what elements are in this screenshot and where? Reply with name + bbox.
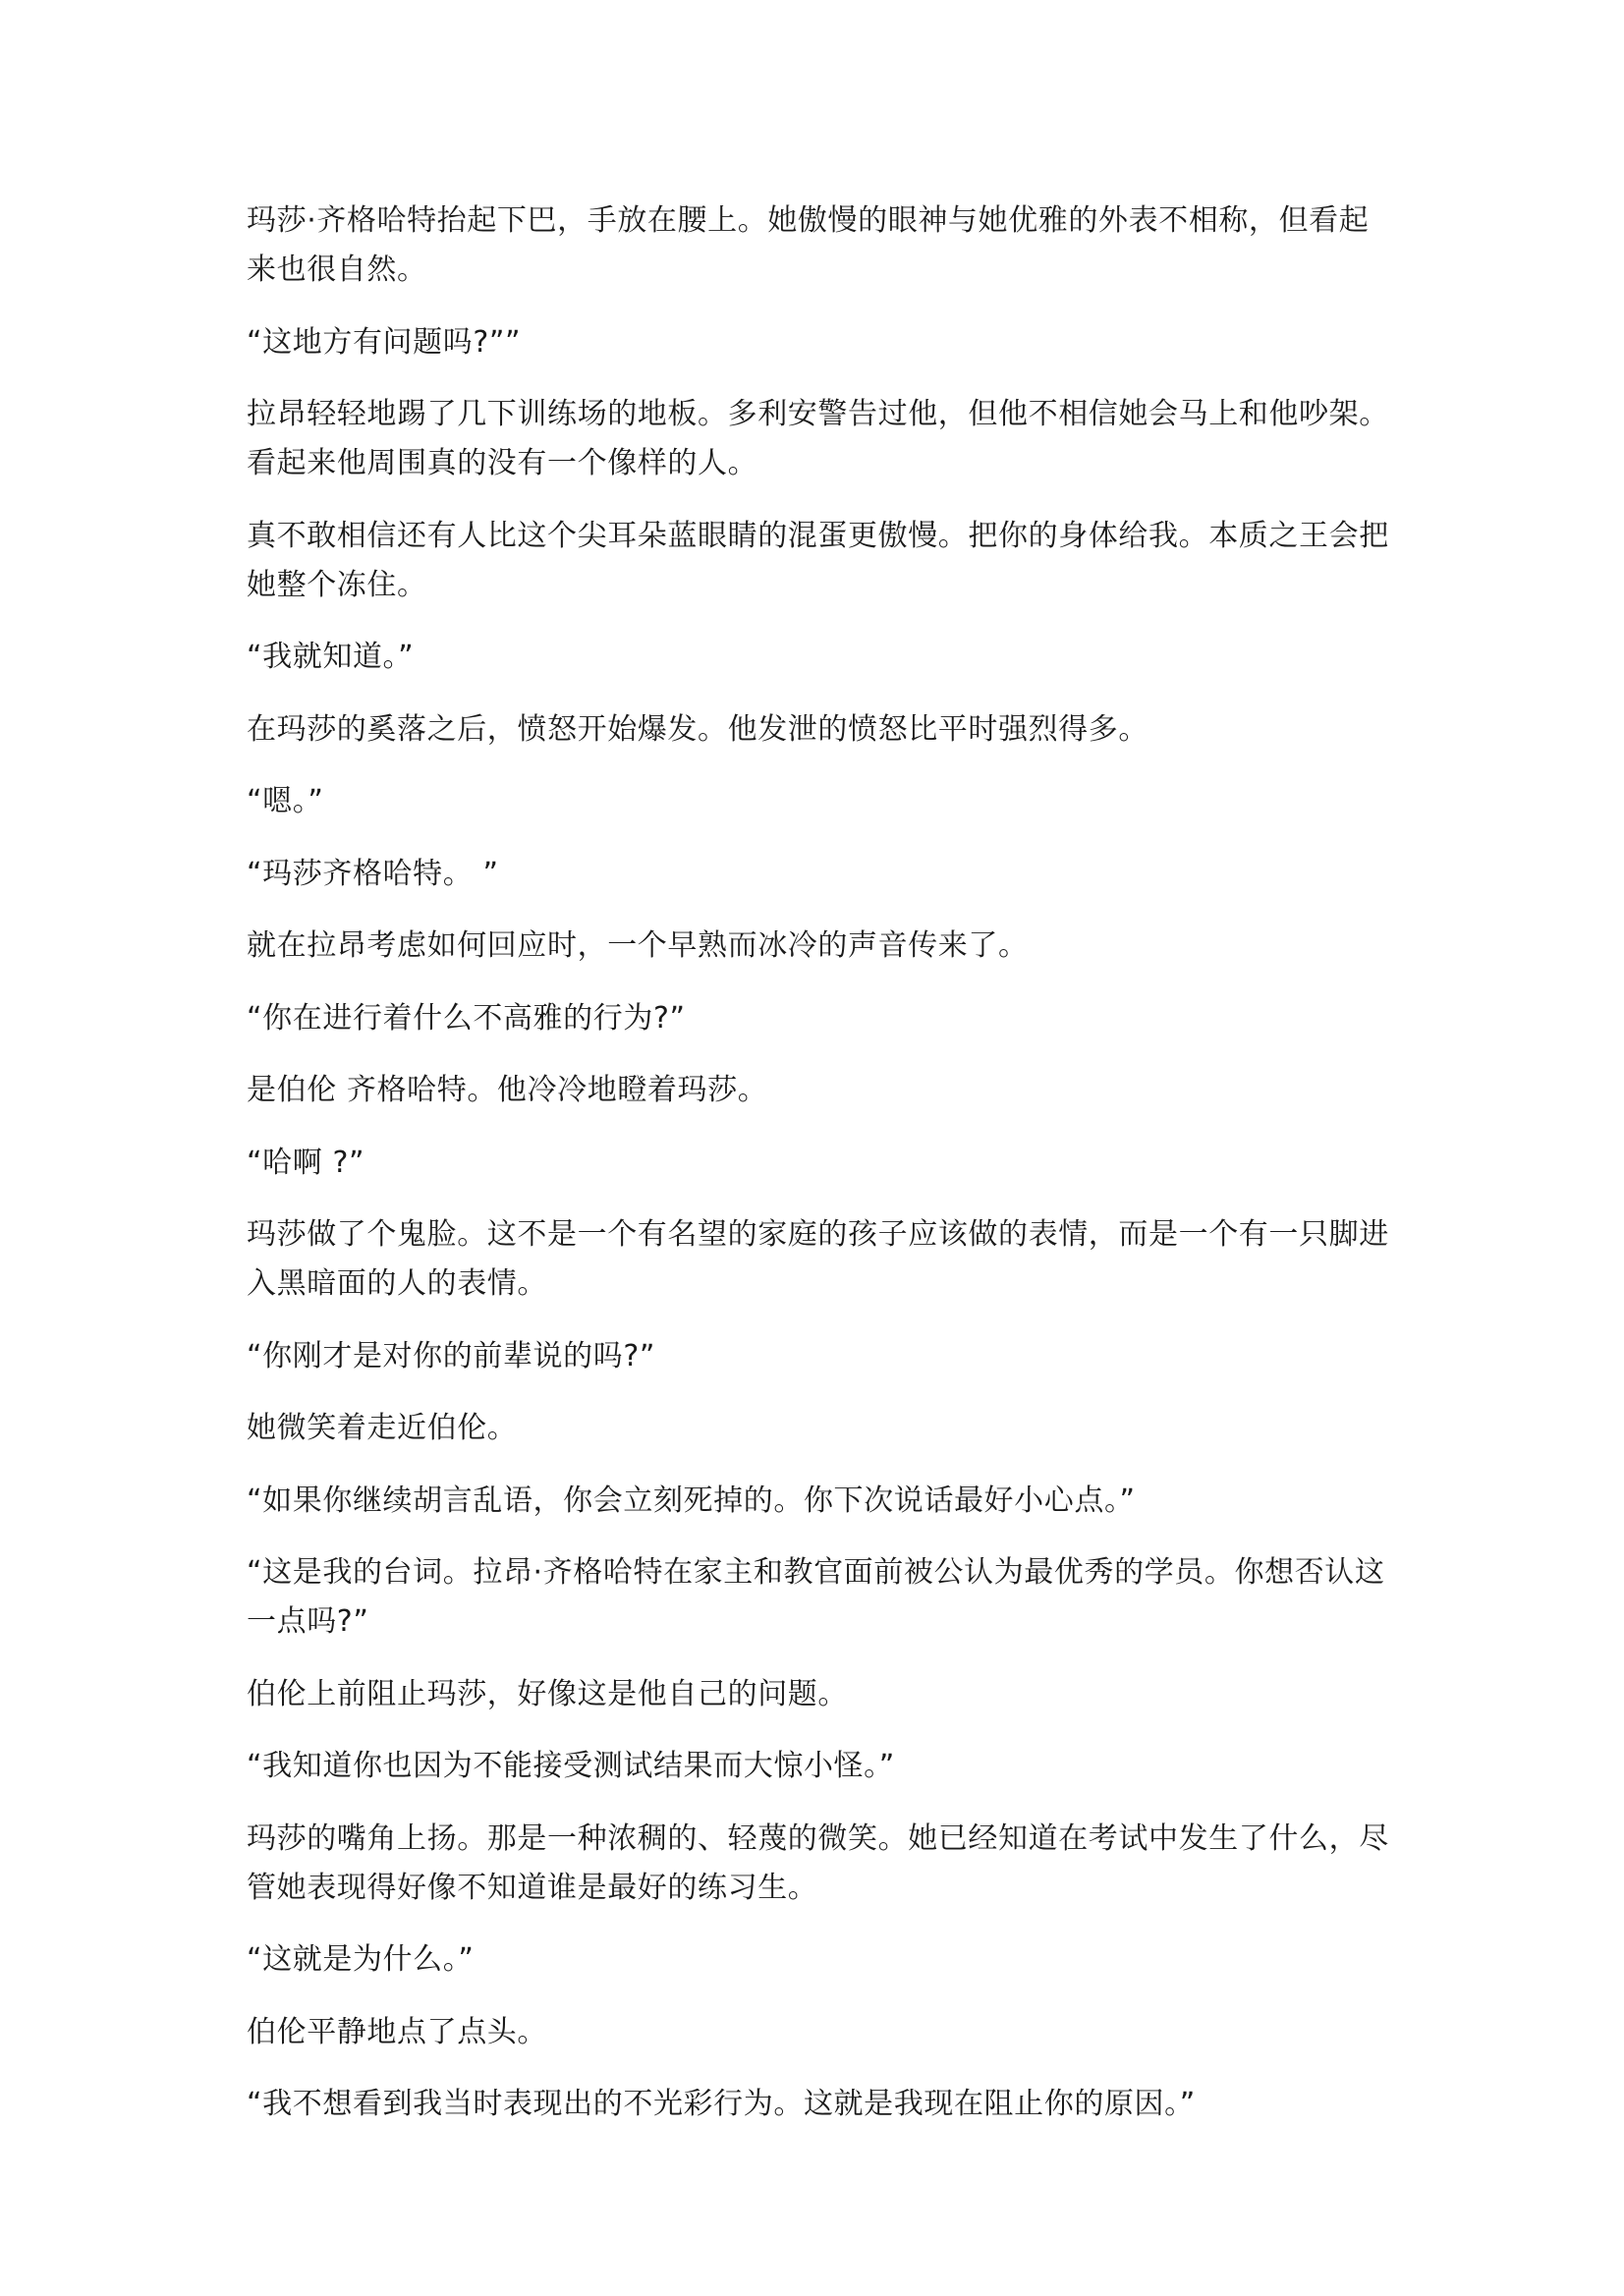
paragraph: “你在进行着什么不高雅的行为?” (247, 1000, 686, 1036)
paragraph: 玛莎的嘴角上扬。那是一种浓稠的、轻蔑的微笑。她已经知道在考试中发生了什么，尽管她表现得好像不知道谁是最好的练习生。 (247, 1820, 1389, 1905)
paragraph: 拉昂轻轻地踢了几下训练场的地板。多利安警告过他，但他不相信她会马上和他吵架。看起来他周围真的没有一个像样的人。 (247, 397, 1389, 480)
paragraph: “哈啊 ?” (247, 1145, 365, 1180)
paragraph: 是伯伦 齐格哈特。他冷冷地瞪着玛莎。 (247, 1073, 768, 1107)
paragraph: 就在拉昂考虑如何回应时，一个早熟而冰冷的声音传来了。 (247, 928, 1029, 963)
paragraph: “我就知道。” (247, 640, 415, 674)
paragraph: “这就是为什么。” (247, 1942, 475, 1977)
paragraph: “这地方有问题吗?”” (247, 324, 522, 360)
paragraph: “这是我的台词。拉昂·齐格哈特在家主和教官面前被公认为最优秀的学员。你想否认这一点吗?” (247, 1555, 1385, 1639)
paragraph: 她微笑着走近伯伦。 (247, 1411, 518, 1445)
paragraph: 在玛莎的奚落之后，愤怒开始爆发。他发泄的愤怒比平时强烈得多。 (247, 711, 1148, 747)
paragraph: 伯伦上前阻止玛莎，好像这是他自己的问题。 (247, 1676, 848, 1711)
paragraph: 玛莎·齐格哈特抬起下巴，手放在腰上。她傲慢的眼神与她优雅的外表不相称，但看起来也很自然。 (247, 203, 1370, 287)
paragraph: “我不想看到我当时表现出的不光彩行为。这就是我现在阻止你的原因。” (247, 2087, 1196, 2121)
paragraph: “玛莎齐格哈特。 ” (247, 856, 499, 891)
page-body (247, 196, 1396, 2153)
paragraph: “嗯。” (247, 784, 324, 818)
paragraph: 玛莎做了个鬼脸。这不是一个有名望的家庭的孩子应该做的表情，而是一个有一只脚进入黑暗面的人的表情。 (247, 1217, 1389, 1301)
paragraph: 伯伦平静地点了点头。 (247, 2014, 547, 2049)
paragraph: “我知道你也因为不能接受测试结果而大惊小怪。” (247, 1749, 895, 1783)
paragraph: “如果你继续胡言乱语，你会立刻死掉的。你下次说话最好小心点。” (247, 1483, 1136, 1518)
paragraph: “你刚才是对你的前辈说的吗?” (247, 1338, 656, 1373)
paragraph: 真不敢相信还有人比这个尖耳朵蓝眼睛的混蛋更傲慢。把你的身体给我。本质之王会把她整个冻住。 (247, 518, 1389, 602)
